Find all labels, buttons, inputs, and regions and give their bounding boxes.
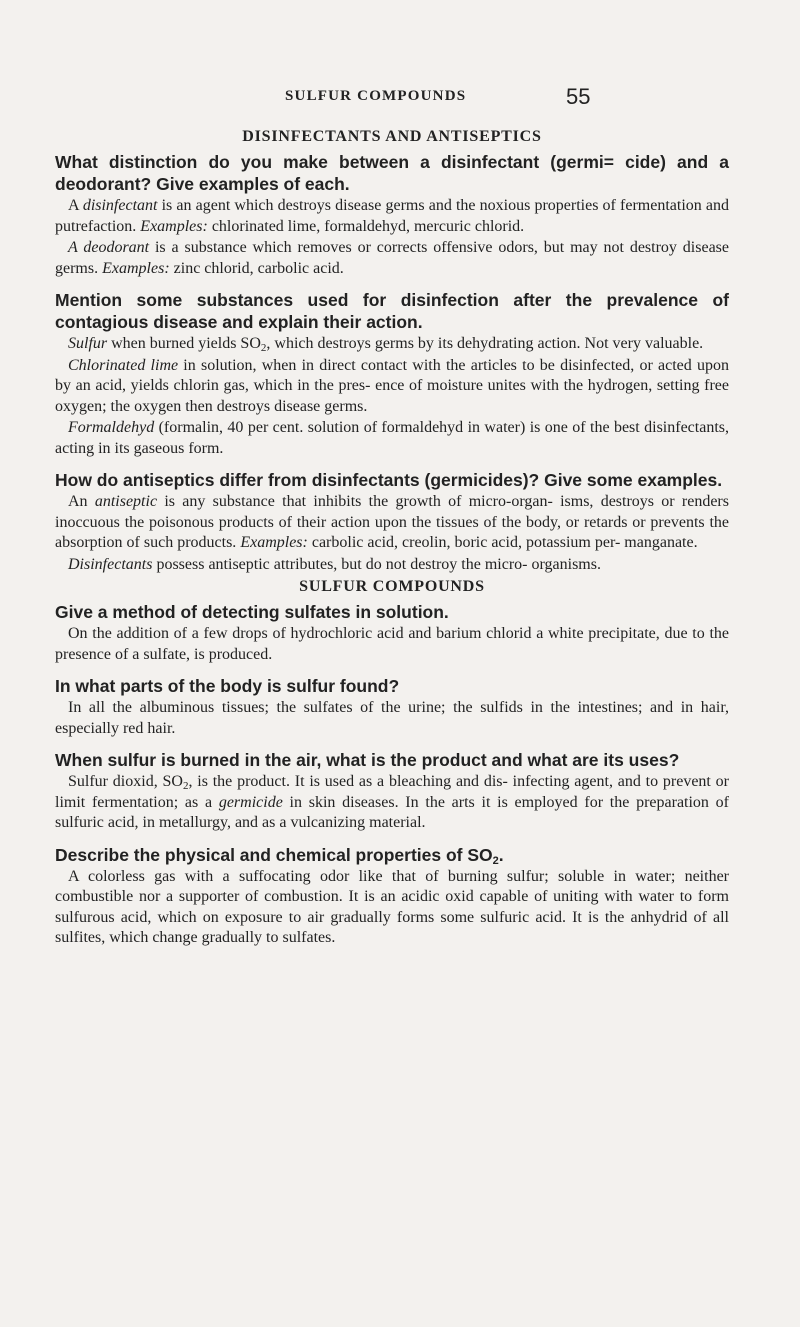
answer-paragraph: Sulfur when burned yields $SO_2$, which destroys germs by its dehydrating action. Not very valuable. — [68, 335, 704, 354]
term-italic: Formaldehyd — [68, 419, 155, 436]
page-number: 55 — [566, 84, 591, 109]
answer-paragraph: Sulfur dioxid, $SO_2$, is the product. It is used as a bleaching and dis- infecting agent, and to prevent or limit fermentation; as a germicide in skin diseases. In the arts it is employed for the preparation of sulfuric acid, in metallurgy, and as a vulcanizing material. — [55, 773, 730, 831]
answer-paragraph: Chlorinated lime in solution, when in direct contact with the articles to be disinfected, or acted upon by an acid, yields chlorin gas, which in the pres- ence of moisture unites with the hydrogen, setting free oxygen; the oxygen then destroys disease germs. — [55, 356, 729, 415]
question-sulfur-in-body: In what parts of the body is sulfur found? — [55, 676, 400, 696]
term-italic: Sulfur — [68, 335, 108, 352]
term-italic: disinfectant — [82, 197, 158, 214]
answer-paragraph: A deodorant is a substance which removes or corrects offensive odors, but may not destroy disease germs. Examples: zinc chlorid, carbolic acid. — [55, 239, 729, 277]
question-so2-properties: Describe the physical and chemical properties of $SO_2$. — [55, 844, 504, 867]
term-italic: Disinfectants — [68, 555, 153, 573]
answer-paragraph: Disinfectants possess antiseptic attributes, but do not destroy the micro- organisms. — [68, 555, 601, 573]
answer-paragraph: On the addition of a few drops of hydrochloric acid and barium chlorid a white precipitate, due to the presence of a sulfate, is produced. — [55, 625, 729, 663]
term-italic: germicide — [218, 793, 283, 811]
section-title-disinfectants: DISINFECTANTS AND ANTISEPTICS — [242, 128, 542, 145]
question-disinfectant-vs-deodorant: What distinction do you make between a disinfectant (germi= cide) and a deodorant? Give examples of each. — [55, 152, 729, 194]
section-title-sulfur-compounds: SULFUR COMPOUNDS — [299, 578, 485, 595]
term-italic: A deodorant — [68, 239, 150, 256]
answer-paragraph: A disinfectant is an agent which destroys disease germs and the noxious properties of fermentation and putrefaction. Examples: chlorinated lime, formaldehyd, mercuric chlorid. — [55, 197, 730, 235]
page-content — [55, 125, 729, 949]
answer-paragraph: An antiseptic is any substance that inhibits the growth of micro-organ- isms, destroys or renders inoccuous the poisonous products of their action upon the tissues of the body, or retards or prevents the absorption of such products. Examples: carbolic acid, creolin, boric acid, potassium per- manganate. — [55, 493, 729, 551]
question-detecting-sulfates: Give a method of detecting sulfates in solution. — [55, 602, 449, 622]
question-burning-sulfur-product: When sulfur is burned in the air, what is the product and what are its uses? — [55, 750, 680, 770]
answer-paragraph: Formaldehyd (formalin, 40 per cent. solution of formaldehyd in water) is one of the best disinfectants, acting in its gaseous form. — [55, 419, 729, 457]
running-head-title: SULFUR COMPOUNDS — [285, 88, 467, 104]
question-antiseptics-vs-disinfectants: How do antiseptics differ from disinfectants (germicides)? Give some examples. — [55, 470, 723, 490]
answer-paragraph: A colorless gas with a suffocating odor like that of burning sulfur; soluble in water; neither combustible nor a supporter of combustion. It is an acidic oxid capable of uniting with water to form sulfurous acid, which on exposure to air gradually forms some sulfuric acid. It is the anhydrid of all sulfites, which change gradually to sulfates. — [55, 867, 729, 946]
answer-paragraph: In all the albuminous tissues; the sulfates of the urine; the sulfids in the intestines; and in hair, especially red hair. — [55, 699, 729, 737]
term-italic: Chlorinated lime — [68, 356, 179, 374]
question-disinfection-substances: Mention some substances used for disinfection after the prevalence of contagious disease and explain their action. — [55, 290, 729, 332]
running-head — [0, 84, 800, 112]
term-italic: antiseptic — [94, 493, 158, 510]
